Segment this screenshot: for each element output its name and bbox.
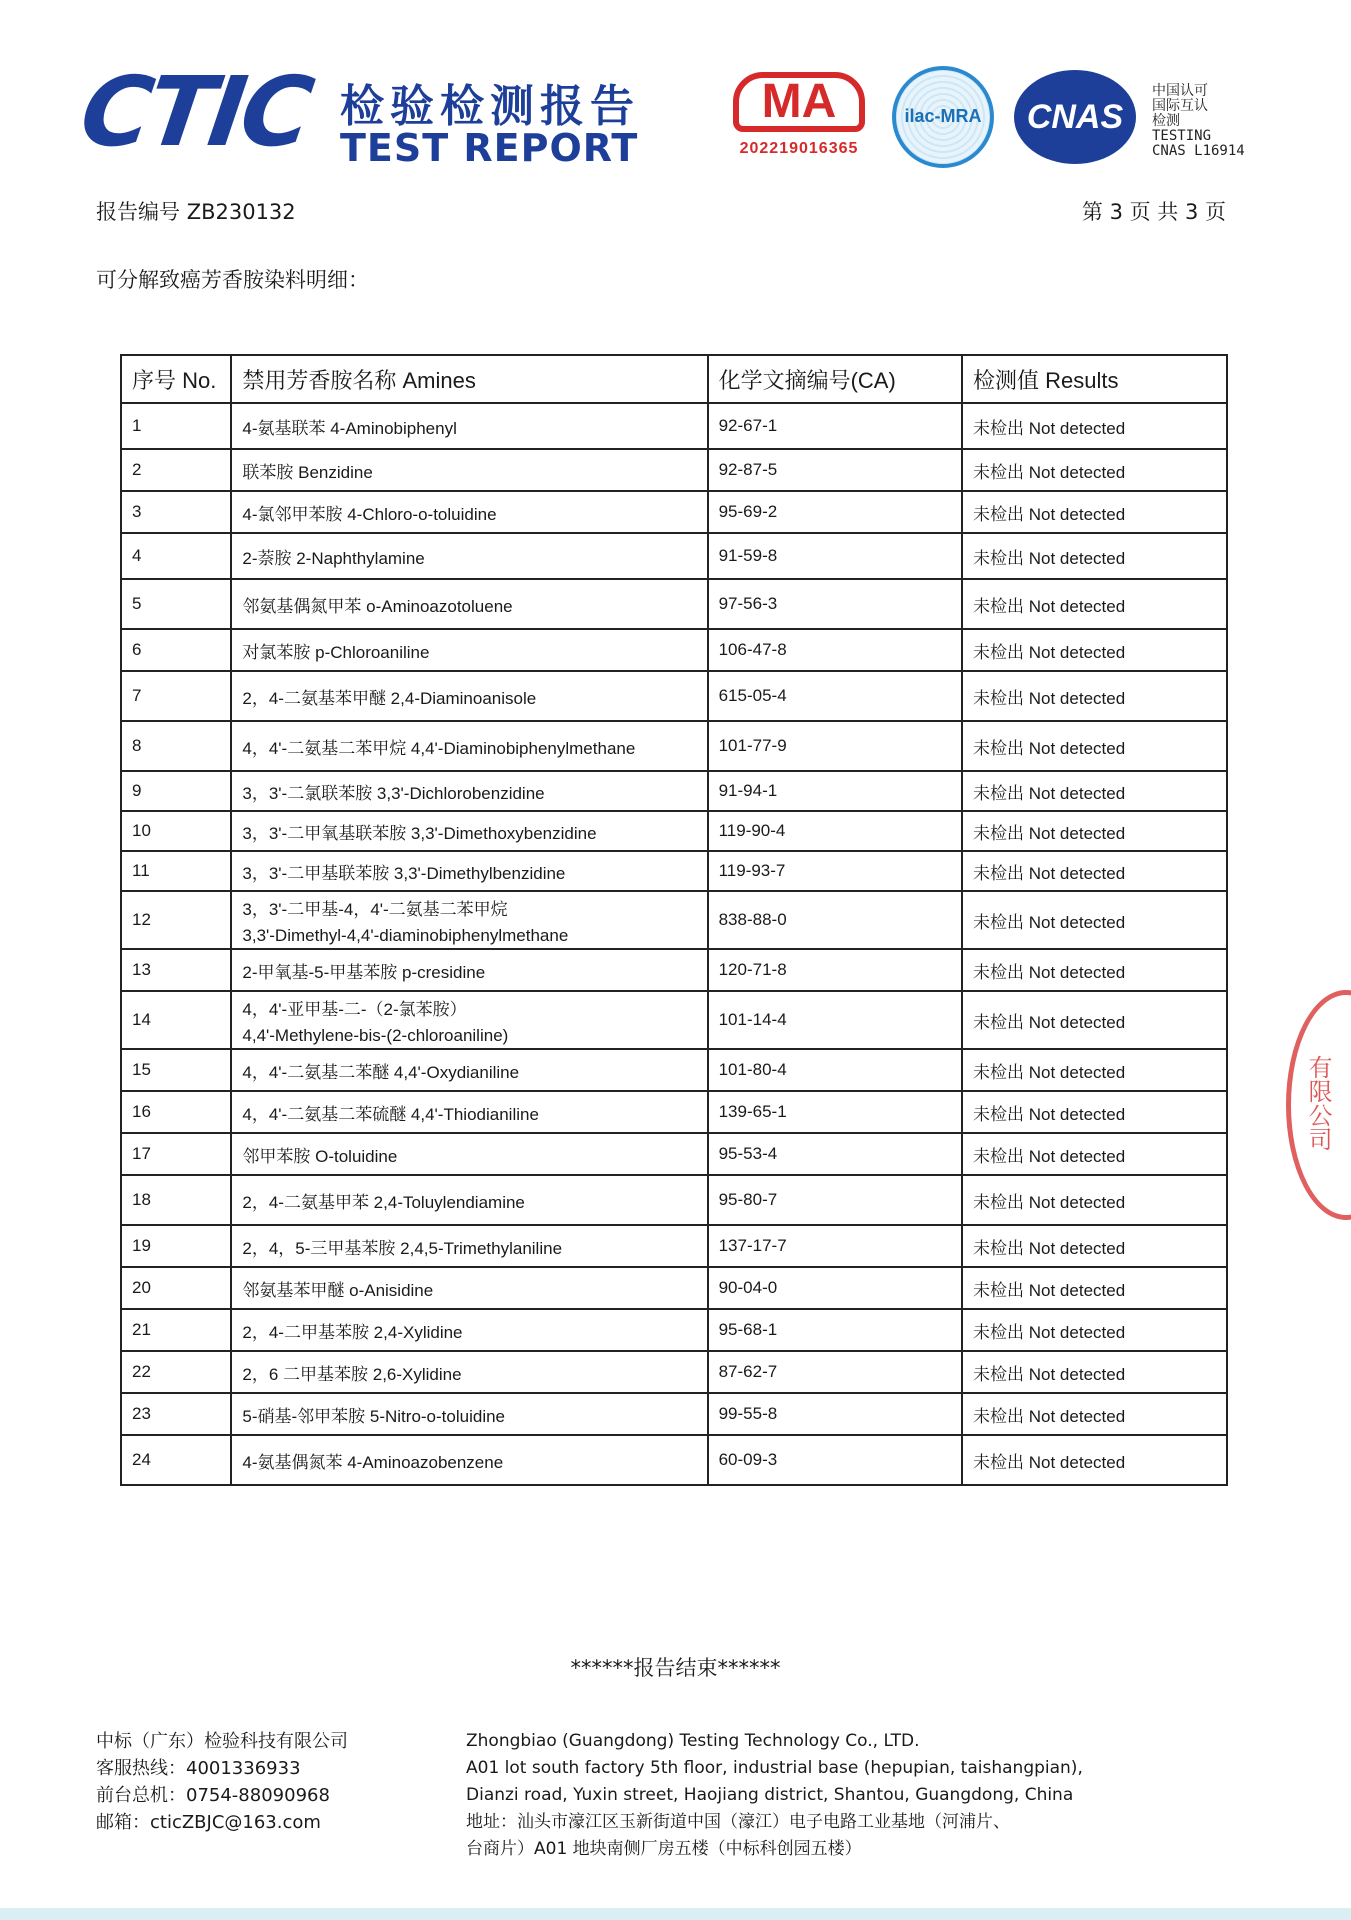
report-end-mark: ******报告结束****** <box>570 1656 781 1680</box>
bottom-band <box>0 1908 1351 1920</box>
report-title-en: TEST REPORT <box>340 126 639 170</box>
cell-amine-name <box>231 1049 707 1091</box>
report-number-value: ZB230132 <box>186 200 296 224</box>
table-row <box>121 1435 1227 1485</box>
ctic-logo: CTIC <box>74 56 316 168</box>
company-seal <box>1286 990 1351 1220</box>
cnas-side-line: CNAS L16914 <box>1152 143 1245 159</box>
cell-ca-number: 95-53-4 <box>708 1133 962 1175</box>
cell-ca-number: 101-80-4 <box>708 1049 962 1091</box>
cell-no: 15 <box>121 1049 231 1091</box>
cnas-side-line: 国际互认 <box>1152 98 1208 114</box>
amine-name-line: 4，4'-亚甲基-二-（2-氯苯胺） <box>242 999 467 1019</box>
cell-ca-number: 92-67-1 <box>708 403 962 449</box>
amine-name-line: 3,3'-Dimethyl-4,4'-diaminobiphenylmethane <box>242 925 569 945</box>
cell-no: 10 <box>121 811 231 851</box>
report-number-label: 报告编号 <box>96 200 180 224</box>
cell-ca-number: 139-65-1 <box>708 1091 962 1133</box>
amine-name-line: 5-硝基-邻甲苯胺 5-Nitro-o-toluidine <box>242 1406 506 1426</box>
table-row <box>121 1351 1227 1393</box>
header-results: 检测值 Results <box>962 355 1227 403</box>
cell-amine-name <box>231 671 707 721</box>
cell-no: 18 <box>121 1175 231 1225</box>
cell-result: 未检出 Not detected <box>962 1267 1227 1309</box>
cell-result: 未检出 Not detected <box>962 533 1227 579</box>
cell-no: 17 <box>121 1133 231 1175</box>
cell-ca-number: 101-14-4 <box>708 991 962 1049</box>
cell-amine-name <box>231 991 707 1049</box>
cell-result: 未检出 Not detected <box>962 1091 1227 1133</box>
cell-ca-number: 97-56-3 <box>708 579 962 629</box>
header-no: 序号 No. <box>121 355 231 403</box>
table-row <box>121 851 1227 891</box>
cell-no: 6 <box>121 629 231 671</box>
amine-name-line: 对氯苯胺 p-Chloroaniline <box>242 642 430 662</box>
cell-no: 16 <box>121 1091 231 1133</box>
address-line-cn: 台商片）A01 地块南侧厂房五楼（中标科创园五楼） <box>466 1839 862 1859</box>
cell-ca-number: 101-77-9 <box>708 721 962 771</box>
cell-no: 24 <box>121 1435 231 1485</box>
cell-ca-number: 91-94-1 <box>708 771 962 811</box>
cell-amine-name <box>231 491 707 533</box>
cell-amine-name <box>231 579 707 629</box>
seal-text: 有限公司 <box>1304 1055 1332 1151</box>
amine-name-line: 2，4-二氨基甲苯 2,4-Toluylendiamine <box>242 1192 525 1212</box>
cell-no: 9 <box>121 771 231 811</box>
amine-name-line: 4,4'-Methylene-bis-(2-chloroaniline) <box>242 1025 509 1045</box>
cell-ca-number: 119-93-7 <box>708 851 962 891</box>
amine-name-line: 邻氨基偶氮甲苯 o-Aminoazotoluene <box>242 596 513 616</box>
amine-name-line: 4，4'-二氨基二苯甲烷 4,4'-Diaminobiphenylmethane <box>242 738 636 758</box>
cell-result: 未检出 Not detected <box>962 403 1227 449</box>
cell-ca-number: 91-59-8 <box>708 533 962 579</box>
report-header <box>0 0 1351 180</box>
cma-logo <box>733 72 865 162</box>
cell-amine-name <box>231 1091 707 1133</box>
cell-amine-name <box>231 1225 707 1267</box>
cell-no: 2 <box>121 449 231 491</box>
table-row <box>121 949 1227 991</box>
cell-ca-number: 119-90-4 <box>708 811 962 851</box>
cell-ca-number: 95-80-7 <box>708 1175 962 1225</box>
cell-amine-name <box>231 449 707 491</box>
cell-no: 13 <box>121 949 231 991</box>
cell-ca-number: 137-17-7 <box>708 1225 962 1267</box>
amine-name-line: 4-氨基偶氮苯 4-Aminoazobenzene <box>242 1452 504 1472</box>
table-row <box>121 1175 1227 1225</box>
cell-amine-name <box>231 1133 707 1175</box>
table-row <box>121 671 1227 721</box>
amine-name-line: 2-甲氧基-5-甲基苯胺 p-cresidine <box>242 962 486 982</box>
amine-name-line: 2，4-二甲基苯胺 2,4-Xylidine <box>242 1322 463 1342</box>
cell-no: 22 <box>121 1351 231 1393</box>
table-row <box>121 629 1227 671</box>
cell-amine-name <box>231 949 707 991</box>
cell-no: 4 <box>121 533 231 579</box>
table-row <box>121 449 1227 491</box>
company-name-cn: 中标（广东）检验科技有限公司 <box>96 1731 348 1752</box>
cell-result: 未检出 Not detected <box>962 1049 1227 1091</box>
amine-name-line: 3，3'-二甲氧基联苯胺 3,3'-Dimethoxybenzidine <box>242 823 597 843</box>
cma-letters: MA <box>733 72 865 132</box>
cell-ca-number: 60-09-3 <box>708 1435 962 1485</box>
cell-result: 未检出 Not detected <box>962 771 1227 811</box>
ilac-text: ilac-MRA <box>904 106 982 126</box>
company-name-en: Zhongbiao (Guangdong) Testing Technology Co., LTD. <box>466 1731 920 1751</box>
cell-ca-number: 120-71-8 <box>708 949 962 991</box>
table-row <box>121 991 1227 1049</box>
amine-name-line: 3，3'-二甲基-4，4'-二氨基二苯甲烷 <box>242 899 508 919</box>
cnas-logo <box>1014 70 1136 164</box>
cell-result: 未检出 Not detected <box>962 1351 1227 1393</box>
amine-name-line: 邻氨基苯甲醚 o-Anisidine <box>242 1280 434 1300</box>
cell-ca-number: 99-55-8 <box>708 1393 962 1435</box>
cell-result: 未检出 Not detected <box>962 851 1227 891</box>
cnas-text: CNAS <box>1026 98 1124 136</box>
cell-amine-name <box>231 811 707 851</box>
footer-address <box>466 1728 1083 1863</box>
address-line: Dianzi road, Yuxin street, Haojiang district, Shantou, Guangdong, China <box>466 1785 1074 1805</box>
table-row <box>121 1049 1227 1091</box>
amine-name-line: 2，6 二甲基苯胺 2,6-Xylidine <box>242 1364 462 1384</box>
cell-no: 23 <box>121 1393 231 1435</box>
address-line-cn: 地址：汕头市濠江区玉新街道中国（濠江）电子电路工业基地（河浦片、 <box>466 1812 1010 1832</box>
cell-no: 19 <box>121 1225 231 1267</box>
cell-result: 未检出 Not detected <box>962 1133 1227 1175</box>
cell-amine-name <box>231 721 707 771</box>
cell-result: 未检出 Not detected <box>962 891 1227 949</box>
cell-ca-number: 615-05-4 <box>708 671 962 721</box>
table-row <box>121 1267 1227 1309</box>
cell-ca-number: 92-87-5 <box>708 449 962 491</box>
customer-hotline: 客服热线：4001336933 <box>96 1758 301 1779</box>
table-row <box>121 1225 1227 1267</box>
cell-no: 11 <box>121 851 231 891</box>
amine-name-line: 2-萘胺 2-Naphthylamine <box>242 548 425 568</box>
cell-no: 21 <box>121 1309 231 1351</box>
cell-result: 未检出 Not detected <box>962 949 1227 991</box>
cell-no: 1 <box>121 403 231 449</box>
cell-no: 7 <box>121 671 231 721</box>
cell-no: 8 <box>121 721 231 771</box>
cell-result: 未检出 Not detected <box>962 1393 1227 1435</box>
report-title-cn: 检验检测报告 <box>340 81 640 132</box>
cell-amine-name <box>231 1351 707 1393</box>
cell-no: 20 <box>121 1267 231 1309</box>
cell-result: 未检出 Not detected <box>962 629 1227 671</box>
front-desk-phone: 前台总机：0754-88090968 <box>96 1785 330 1806</box>
cell-ca-number: 95-69-2 <box>708 491 962 533</box>
amines-table-body <box>121 403 1227 1485</box>
cell-no: 3 <box>121 491 231 533</box>
amine-name-line: 4，4'-二氨基二苯醚 4,4'-Oxydianiline <box>242 1062 520 1082</box>
cell-result: 未检出 Not detected <box>962 991 1227 1049</box>
cnas-side-line: 中国认可 <box>1152 83 1208 99</box>
table-row <box>121 1133 1227 1175</box>
table-row <box>121 891 1227 949</box>
table-header-row <box>121 355 1227 403</box>
amine-name-line: 4-氯邻甲苯胺 4-Chloro-o-toluidine <box>242 504 497 524</box>
amine-name-line: 邻甲苯胺 O-toluidine <box>242 1146 398 1166</box>
cell-amine-name <box>231 1175 707 1225</box>
cell-ca-number: 838-88-0 <box>708 891 962 949</box>
amines-table <box>120 354 1228 1486</box>
cell-result: 未检出 Not detected <box>962 811 1227 851</box>
table-row <box>121 579 1227 629</box>
cnas-accreditation-text <box>1152 84 1272 159</box>
amine-name-line: 2，4-二氨基苯甲醚 2,4-Diaminoanisole <box>242 688 537 708</box>
cell-ca-number: 90-04-0 <box>708 1267 962 1309</box>
cnas-side-line: 检测 <box>1152 113 1180 129</box>
cell-amine-name <box>231 851 707 891</box>
report-number <box>96 196 296 226</box>
cell-ca-number: 95-68-1 <box>708 1309 962 1351</box>
amine-name-line: 3，3'-二甲基联苯胺 3,3'-Dimethylbenzidine <box>242 863 566 883</box>
cell-result: 未检出 Not detected <box>962 721 1227 771</box>
cell-no: 14 <box>121 991 231 1049</box>
footer-contact <box>96 1728 348 1836</box>
amine-name-line: 4，4'-二氨基二苯硫醚 4,4'-Thiodianiline <box>242 1104 539 1124</box>
cell-result: 未检出 Not detected <box>962 579 1227 629</box>
amine-name-line: 4-氨基联苯 4-Aminobiphenyl <box>242 418 457 438</box>
cma-number: 202219016365 <box>739 140 859 157</box>
table-row <box>121 1091 1227 1133</box>
cell-result: 未检出 Not detected <box>962 1175 1227 1225</box>
cell-result: 未检出 Not detected <box>962 491 1227 533</box>
cell-no: 5 <box>121 579 231 629</box>
cell-result: 未检出 Not detected <box>962 1309 1227 1351</box>
email: 邮箱：cticZBJC@163.com <box>96 1812 321 1833</box>
amine-name-line: 3，3'-二氯联苯胺 3,3'-Dichlorobenzidine <box>242 783 545 803</box>
header-ca: 化学文摘编号(CA) <box>708 355 962 403</box>
ilac-mra-logo <box>892 66 994 168</box>
cell-amine-name <box>231 891 707 949</box>
cell-amine-name <box>231 771 707 811</box>
section-title: 可分解致癌芳香胺染料明细： <box>96 268 369 292</box>
table-row <box>121 1309 1227 1351</box>
cell-result: 未检出 Not detected <box>962 671 1227 721</box>
cell-amine-name <box>231 533 707 579</box>
cell-amine-name <box>231 1309 707 1351</box>
cell-amine-name <box>231 629 707 671</box>
cell-amine-name <box>231 403 707 449</box>
table-row <box>121 1393 1227 1435</box>
amine-name-line: 2，4，5-三甲基苯胺 2,4,5-Trimethylaniline <box>242 1238 563 1258</box>
cell-result: 未检出 Not detected <box>962 449 1227 491</box>
table-row <box>121 403 1227 449</box>
page-indicator: 第 3 页 共 3 页 <box>1081 200 1226 224</box>
cell-result: 未检出 Not detected <box>962 1435 1227 1485</box>
table-row <box>121 491 1227 533</box>
cnas-side-line: TESTING <box>1152 128 1212 144</box>
table-row <box>121 721 1227 771</box>
cell-ca-number: 87-62-7 <box>708 1351 962 1393</box>
cell-result: 未检出 Not detected <box>962 1225 1227 1267</box>
cell-amine-name <box>231 1393 707 1435</box>
cell-no: 12 <box>121 891 231 949</box>
address-line: A01 lot south factory 5th floor, industrial base (hepupian, taishangpian), <box>466 1758 1083 1778</box>
cell-ca-number: 106-47-8 <box>708 629 962 671</box>
table-row <box>121 771 1227 811</box>
table-row <box>121 811 1227 851</box>
header-amines: 禁用芳香胺名称 Amines <box>231 355 707 403</box>
cell-amine-name <box>231 1267 707 1309</box>
cell-amine-name <box>231 1435 707 1485</box>
table-row <box>121 533 1227 579</box>
amine-name-line: 联苯胺 Benzidine <box>242 462 373 482</box>
